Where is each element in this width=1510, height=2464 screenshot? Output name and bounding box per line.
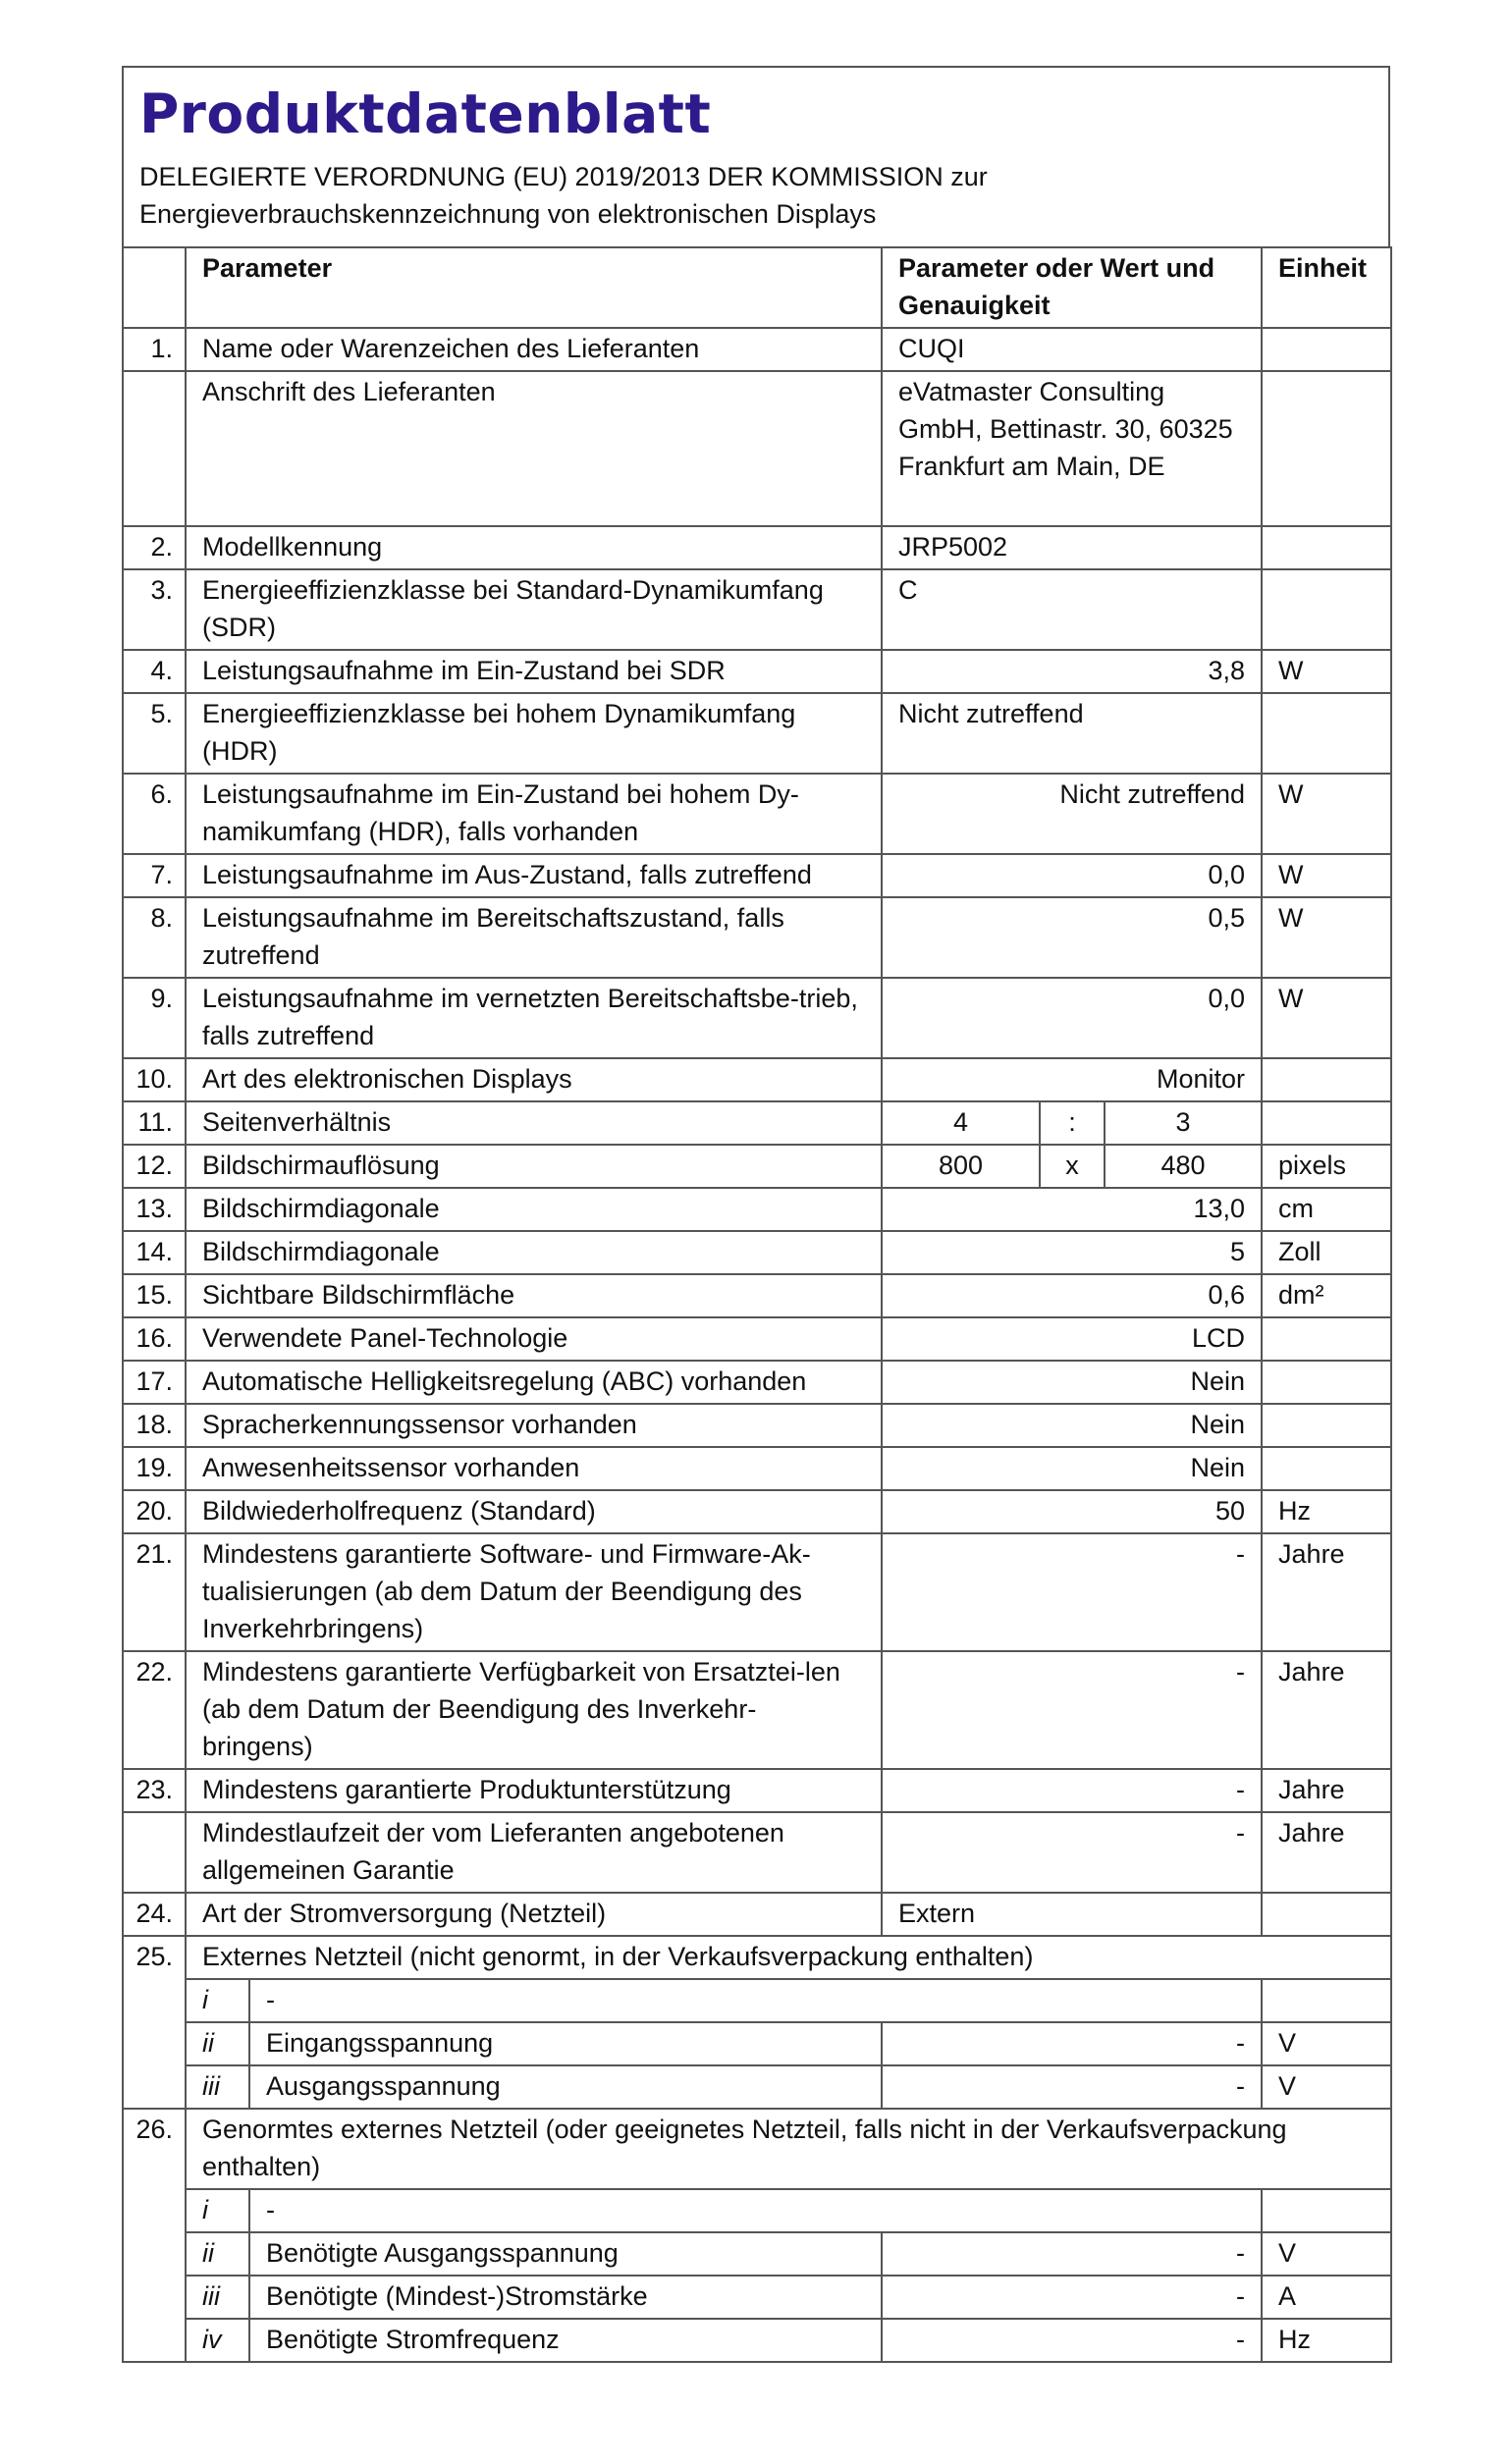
row-number: 25. <box>123 1936 186 2109</box>
row-value: Extern <box>882 1893 1262 1936</box>
table-row <box>123 371 1391 526</box>
row-unit: Hz <box>1262 1490 1391 1533</box>
sub-unit: A <box>1262 2276 1391 2319</box>
table-row <box>123 1274 1391 1317</box>
sub-index: iii <box>186 2276 249 2319</box>
row-value: 0,6 <box>882 1274 1262 1317</box>
row-number: 13. <box>123 1188 186 1231</box>
row-parameter: Bildschirmdiagonale <box>186 1231 882 1274</box>
row-parameter: Automatische Helligkeitsregelung (ABC) vorhanden <box>186 1361 882 1404</box>
row-unit: pixels <box>1262 1145 1391 1188</box>
row-value: JRP5002 <box>882 526 1262 569</box>
row-unit <box>1262 1101 1391 1145</box>
sub-value: - <box>882 2232 1262 2276</box>
row-number: 21. <box>123 1533 186 1651</box>
row-parameter: Leistungsaufnahme im Ein-Zustand bei hohem Dy-namikumfang (HDR), falls vorhanden <box>186 774 882 854</box>
row-unit: Jahre <box>1262 1769 1391 1812</box>
row-unit <box>1262 1317 1391 1361</box>
table-row <box>123 1361 1391 1404</box>
row-parameter: Verwendete Panel-Technologie <box>186 1317 882 1361</box>
row-parameter: Bildschirmdiagonale <box>186 1188 882 1231</box>
table-row <box>123 1769 1391 1812</box>
sub-value: - <box>882 2319 1262 2362</box>
table-row <box>123 1893 1391 1936</box>
row-parameter: Art des elektronischen Displays <box>186 1058 882 1101</box>
subtitle-line-2: Energieverbrauchskennzeichnung von elektronischen Displays <box>139 199 877 229</box>
row-number <box>123 1812 186 1893</box>
table-row <box>123 897 1391 978</box>
table-header-row <box>123 247 1391 328</box>
sheet-header <box>122 66 1390 246</box>
sub-unit <box>1262 1979 1391 2022</box>
row-value: - <box>882 1812 1262 1893</box>
table-row <box>123 1188 1391 1231</box>
aspect-separator: : <box>1040 1101 1105 1145</box>
row-number: 1. <box>123 328 186 371</box>
sub-parameter: Benötigte (Mindest-)Stromstärke <box>249 2276 882 2319</box>
row-value: Nein <box>882 1404 1262 1447</box>
table-row <box>123 1101 1391 1145</box>
row-number: 20. <box>123 1490 186 1533</box>
row-unit: W <box>1262 774 1391 854</box>
row-number: 7. <box>123 854 186 897</box>
row-unit: W <box>1262 978 1391 1058</box>
sub-row <box>123 2189 1391 2232</box>
row-parameter: Leistungsaufnahme im Ein-Zustand bei SDR <box>186 650 882 693</box>
row-unit <box>1262 371 1391 526</box>
row-parameter: Energieeffizienzklasse bei hohem Dynamikumfang (HDR) <box>186 693 882 774</box>
sub-unit: V <box>1262 2232 1391 2276</box>
table-row <box>123 526 1391 569</box>
sub-parameter: Ausgangsspannung <box>249 2065 882 2109</box>
row-unit: W <box>1262 650 1391 693</box>
row-unit <box>1262 1893 1391 1936</box>
row-parameter: Energieeffizienzklasse bei Standard-Dynamikumfang (SDR) <box>186 569 882 650</box>
row-number: 26. <box>123 2109 186 2362</box>
row-parameter: Mindestens garantierte Verfügbarkeit von Ersatztei-len (ab dem Datum der Beendigung des Inverkehr-bringens) <box>186 1651 882 1769</box>
sub-index: i <box>186 1979 249 2022</box>
parameter-table <box>122 246 1392 2363</box>
table-row <box>123 1533 1391 1651</box>
table-row <box>123 1145 1391 1188</box>
sub-row <box>123 2319 1391 2362</box>
row-number <box>123 371 186 526</box>
row-parameter: Modellkennung <box>186 526 882 569</box>
header-value: Parameter oder Wert und Genauigkeit <box>882 247 1262 328</box>
table-row <box>123 1317 1391 1361</box>
row-unit <box>1262 1058 1391 1101</box>
sub-parameter: Benötigte Stromfrequenz <box>249 2319 882 2362</box>
row-parameter: Leistungsaufnahme im Bereitschaftszustand, falls zutreffend <box>186 897 882 978</box>
row-number: 5. <box>123 693 186 774</box>
table-row <box>123 650 1391 693</box>
row-unit: Jahre <box>1262 1812 1391 1893</box>
row-unit: dm² <box>1262 1274 1391 1317</box>
row-parameter: Name oder Warenzeichen des Lieferanten <box>186 328 882 371</box>
row-value: Monitor <box>882 1058 1262 1101</box>
row-parameter: Externes Netzteil (nicht genormt, in der Verkaufsverpackung enthalten) <box>186 1936 1391 1979</box>
row-number: 24. <box>123 1893 186 1936</box>
table-row <box>123 1231 1391 1274</box>
sub-row <box>123 2022 1391 2065</box>
sub-parameter: Benötigte Ausgangsspannung <box>249 2232 882 2276</box>
header-unit: Einheit <box>1262 247 1391 328</box>
row-parameter: Sichtbare Bildschirmfläche <box>186 1274 882 1317</box>
row-parameter: Mindestens garantierte Produktunterstützung <box>186 1769 882 1812</box>
resolution-separator: x <box>1040 1145 1105 1188</box>
sub-index: ii <box>186 2232 249 2276</box>
row-value: Nein <box>882 1361 1262 1404</box>
row-value: LCD <box>882 1317 1262 1361</box>
resolution-height: 480 <box>1105 1145 1262 1188</box>
row-parameter: Bildschirmauflösung <box>186 1145 882 1188</box>
row-value: C <box>882 569 1262 650</box>
row-parameter: Mindestlaufzeit der vom Lieferanten angebotenen allgemeinen Garantie <box>186 1812 882 1893</box>
table-row <box>123 1812 1391 1893</box>
row-value: - <box>882 1533 1262 1651</box>
row-parameter: Art der Stromversorgung (Netzteil) <box>186 1893 882 1936</box>
sub-index: iv <box>186 2319 249 2362</box>
sub-parameter: Eingangsspannung <box>249 2022 882 2065</box>
row-value: Nicht zutreffend <box>882 774 1262 854</box>
sub-unit <box>1262 2189 1391 2232</box>
row-value: 13,0 <box>882 1188 1262 1231</box>
table-row <box>123 1058 1391 1101</box>
page-title: Produktdatenblatt <box>139 82 712 145</box>
sub-unit: V <box>1262 2065 1391 2109</box>
table-row <box>123 1404 1391 1447</box>
sub-row <box>123 1979 1391 2022</box>
row-unit <box>1262 1447 1391 1490</box>
row-number: 9. <box>123 978 186 1058</box>
table-row <box>123 2109 1391 2189</box>
table-row <box>123 569 1391 650</box>
row-number: 11. <box>123 1101 186 1145</box>
table-row <box>123 774 1391 854</box>
subtitle-line-1: DELEGIERTE VERORDNUNG (EU) 2019/2013 DER KOMMISSION zur <box>139 162 988 191</box>
aspect-width: 4 <box>882 1101 1040 1145</box>
sub-value: - <box>882 2065 1262 2109</box>
row-number: 14. <box>123 1231 186 1274</box>
row-parameter: Leistungsaufnahme im vernetzten Bereitschaftsbe-trieb, falls zutreffend <box>186 978 882 1058</box>
sub-row <box>123 2276 1391 2319</box>
sub-index: i <box>186 2189 249 2232</box>
sub-value: - <box>882 2022 1262 2065</box>
row-parameter: Spracherkennungssensor vorhanden <box>186 1404 882 1447</box>
row-value: eVatmaster Consulting GmbH, Bettinastr. 30, 60325 Frankfurt am Main, DE <box>882 371 1262 526</box>
row-value: - <box>882 1651 1262 1769</box>
header-parameter: Parameter <box>186 247 882 328</box>
row-unit: Zoll <box>1262 1231 1391 1274</box>
row-number: 10. <box>123 1058 186 1101</box>
header-num-cell <box>123 247 186 328</box>
table-row <box>123 1936 1391 1979</box>
row-number: 2. <box>123 526 186 569</box>
row-parameter: Bildwiederholfrequenz (Standard) <box>186 1490 882 1533</box>
row-parameter: Genormtes externes Netzteil (oder geeignetes Netzteil, falls nicht in der Verkaufsverpackung enthalten) <box>186 2109 1391 2189</box>
row-value: 0,5 <box>882 897 1262 978</box>
table-row <box>123 328 1391 371</box>
row-unit: cm <box>1262 1188 1391 1231</box>
table-row <box>123 1490 1391 1533</box>
sub-parameter: - <box>249 2189 1262 2232</box>
row-parameter: Mindestens garantierte Software- und Firmware-Ak-tualisierungen (ab dem Datum der Beendigung des Inverkehrbringens) <box>186 1533 882 1651</box>
row-value: Nicht zutreffend <box>882 693 1262 774</box>
row-parameter: Leistungsaufnahme im Aus-Zustand, falls zutreffend <box>186 854 882 897</box>
sub-unit: V <box>1262 2022 1391 2065</box>
row-number: 15. <box>123 1274 186 1317</box>
sub-index: iii <box>186 2065 249 2109</box>
row-parameter: Seitenverhältnis <box>186 1101 882 1145</box>
sub-parameter: - <box>249 1979 1262 2022</box>
table-row <box>123 1447 1391 1490</box>
row-number: 3. <box>123 569 186 650</box>
row-value: CUQI <box>882 328 1262 371</box>
row-unit <box>1262 1404 1391 1447</box>
row-number: 23. <box>123 1769 186 1812</box>
row-value: 0,0 <box>882 978 1262 1058</box>
row-value: 0,0 <box>882 854 1262 897</box>
row-number: 19. <box>123 1447 186 1490</box>
table-row <box>123 978 1391 1058</box>
sub-value: - <box>882 2276 1262 2319</box>
row-number: 17. <box>123 1361 186 1404</box>
row-unit <box>1262 693 1391 774</box>
row-unit: Jahre <box>1262 1533 1391 1651</box>
row-parameter: Anschrift des Lieferanten <box>186 371 882 526</box>
sub-row <box>123 2065 1391 2109</box>
product-data-sheet <box>122 66 1390 2363</box>
row-unit <box>1262 526 1391 569</box>
sub-row <box>123 2232 1391 2276</box>
aspect-height: 3 <box>1105 1101 1262 1145</box>
row-number: 8. <box>123 897 186 978</box>
row-number: 12. <box>123 1145 186 1188</box>
row-parameter: Anwesenheitssensor vorhanden <box>186 1447 882 1490</box>
sub-unit: Hz <box>1262 2319 1391 2362</box>
table-row <box>123 854 1391 897</box>
row-value: 50 <box>882 1490 1262 1533</box>
row-number: 22. <box>123 1651 186 1769</box>
row-number: 18. <box>123 1404 186 1447</box>
row-unit: W <box>1262 897 1391 978</box>
row-value: - <box>882 1769 1262 1812</box>
row-unit <box>1262 569 1391 650</box>
row-number: 6. <box>123 774 186 854</box>
row-unit <box>1262 1361 1391 1404</box>
row-unit: Jahre <box>1262 1651 1391 1769</box>
row-unit <box>1262 328 1391 371</box>
row-number: 16. <box>123 1317 186 1361</box>
resolution-width: 800 <box>882 1145 1040 1188</box>
row-unit: W <box>1262 854 1391 897</box>
row-number: 4. <box>123 650 186 693</box>
regulation-subtitle <box>139 158 1373 233</box>
row-value: 3,8 <box>882 650 1262 693</box>
sub-index: ii <box>186 2022 249 2065</box>
row-value: Nein <box>882 1447 1262 1490</box>
table-row <box>123 1651 1391 1769</box>
row-value: 5 <box>882 1231 1262 1274</box>
table-row <box>123 693 1391 774</box>
